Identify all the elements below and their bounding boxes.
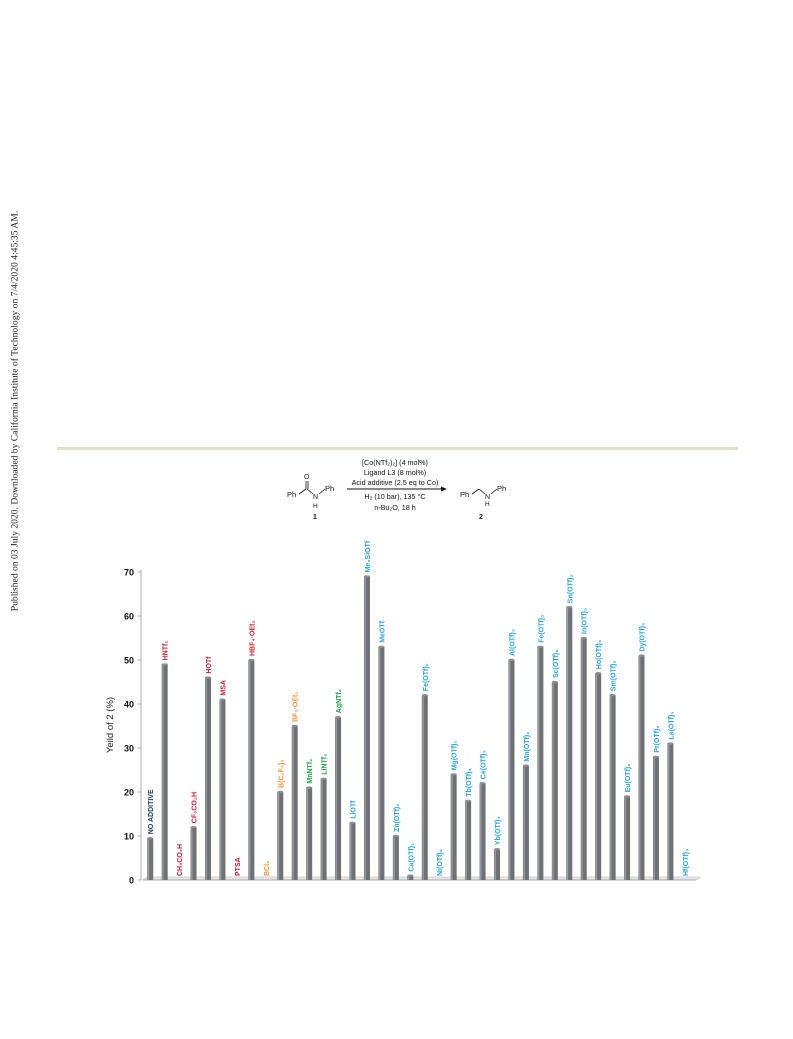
substrate-n: N [313, 494, 319, 501]
substrate-label: 1 [313, 514, 317, 521]
bar-highlight [495, 849, 496, 880]
y-tick-label: 40 [123, 699, 134, 710]
bar-label: Ce(OTf)₃ [480, 750, 488, 780]
bar-cap [147, 837, 153, 839]
bar-highlight [220, 700, 221, 880]
bar-highlight [668, 744, 669, 880]
bar-highlight [509, 660, 510, 880]
bar-cap [205, 676, 211, 678]
bar-highlight [336, 717, 337, 880]
bar-cap [465, 800, 471, 802]
y-tick-label: 70 [123, 567, 134, 578]
bar-highlight [596, 673, 597, 880]
bar-highlight [350, 823, 351, 880]
bar-label: Mn(OTf)₂ [523, 731, 531, 762]
bar-highlight [610, 695, 611, 880]
bar-cap [667, 742, 673, 744]
y-tick-label: 20 [123, 787, 134, 798]
y-tick-label: 30 [123, 743, 134, 754]
bar-cap [191, 826, 197, 828]
bar-cap [335, 716, 341, 718]
product-h: H [485, 501, 490, 508]
bar-label: Yb(OTf)₃ [495, 816, 503, 846]
bar-highlight [206, 678, 207, 880]
condition-ligand: Ligand L3 (8 mol%) [363, 468, 427, 477]
bar-label: Ca(OTf)₂ [408, 842, 416, 872]
bar-label: LiOTf [350, 800, 358, 819]
bar-highlight [480, 783, 481, 880]
bar-highlight [249, 660, 250, 880]
bar-label: Tb(OTf)₃ [466, 768, 474, 797]
bar-cap [451, 773, 457, 775]
bar-label: In(OTf)₃ [581, 607, 589, 634]
bar-highlight [639, 656, 640, 880]
bar-cap [350, 822, 356, 824]
bar-label: BF₃·OEt₂ [292, 691, 300, 722]
bar-label: MeOTf [379, 621, 387, 643]
product-ph-left: Ph [460, 490, 470, 499]
bar-label: Sm(OTf)₃ [610, 660, 618, 692]
bar-label: Eu(OTf)₃ [625, 763, 633, 793]
bar-label: Dy(OTf)₃ [639, 622, 647, 652]
bar-cap [537, 646, 543, 648]
bar-label: MSA [220, 680, 228, 696]
y-tick-label: 0 [128, 875, 134, 886]
condition-hydrogen: H₂ (10 bar), 135 °C [364, 492, 426, 501]
bar-label: Pr(OTf)₃ [653, 725, 661, 753]
bar-label: Ho(OTf)₃ [596, 639, 604, 670]
bar-highlight [321, 779, 322, 880]
bar-label: HBF₄·OEt₂ [249, 620, 257, 656]
condition-solvent: n-Bu₂O, 18 h [374, 503, 416, 512]
bar-cap [292, 725, 298, 727]
y-tick-label: 60 [123, 611, 134, 622]
bar-label: Sn(OTf)₂ [567, 574, 575, 604]
substrate-o: O [304, 474, 310, 481]
bar-cap [306, 786, 312, 788]
bar-highlight [524, 766, 525, 880]
bar-label: Mg(OTf)₂ [451, 740, 459, 771]
substrate-h: H [313, 503, 318, 510]
bar-cap [508, 659, 514, 661]
bar-cap [480, 782, 486, 784]
bar-cap [422, 694, 428, 696]
bar-cap [219, 698, 225, 700]
bar-highlight [654, 757, 655, 880]
bar-label: B(C₆F₅)₃ [278, 759, 286, 788]
bar-highlight [292, 726, 293, 880]
substrate-ph-left: Ph [287, 490, 297, 499]
bar-cap [321, 778, 327, 780]
product-ph-right: Ph [497, 484, 507, 493]
bar-highlight [451, 774, 452, 880]
bar-cap [523, 764, 529, 766]
y-axis [124, 568, 141, 886]
bar-highlight [552, 682, 553, 880]
bar-label: HNTf₂ [162, 640, 170, 661]
bar-labels [148, 540, 690, 876]
bar-series [147, 575, 676, 880]
bar-label: Sc(OTf)₃ [552, 649, 560, 678]
bar-highlight [148, 838, 149, 880]
bar-label: HOTf [206, 656, 214, 674]
bar-label: PTSA [234, 857, 242, 876]
bar-label: BCl₃ [263, 860, 271, 876]
bar-cap [552, 681, 558, 683]
bar-cap [494, 848, 500, 850]
bar-highlight [538, 647, 539, 880]
bar-highlight [581, 638, 582, 880]
bar-label: CH₃CO₂H [177, 843, 185, 876]
floor-plane [143, 877, 700, 880]
bar-label: CF₃CO₂H [191, 791, 199, 824]
bar-label: AgNTf₂ [336, 689, 344, 714]
y-tick-label: 10 [123, 831, 134, 842]
bar-cap [407, 874, 413, 876]
bar-label: Fe(OTf)₃ [538, 614, 546, 643]
bar-highlight [625, 796, 626, 880]
bar-highlight [191, 827, 192, 880]
bar-label: Hf(OTf)₄ [682, 848, 690, 876]
bar-label: LiNTf₂ [321, 753, 329, 775]
condition-catalyst: [Co(NTf₂)₂] (4 mol%) [362, 458, 428, 467]
bar-label: NO ADDITIVE [148, 789, 156, 835]
bar-highlight [422, 695, 423, 880]
bar-highlight [379, 647, 380, 880]
substrate-ph-right: Ph [325, 484, 335, 493]
bar-highlight [278, 792, 279, 880]
bar-cap [277, 791, 283, 793]
bar-cap [393, 835, 399, 837]
bar-highlight [393, 836, 394, 880]
condition-additive: Acid additive (2.5 eq to Co) [351, 478, 439, 487]
bar-cap [378, 646, 384, 648]
bar-label: La(OTf)₃ [668, 711, 676, 740]
bar-cap [639, 654, 645, 656]
bar-cap [581, 637, 587, 639]
bar-cap [595, 672, 601, 674]
bar-highlight [466, 801, 467, 880]
bar-label: Me₃SiOTf [364, 540, 372, 573]
bar-cap [248, 659, 254, 661]
bar-label: Al(OTf)₃ [509, 629, 517, 656]
bar-label: Zn(OTf)₂ [393, 803, 401, 832]
product-n: N [485, 494, 491, 501]
bar-cap [610, 694, 616, 696]
bar-label: Fe(OTf)₂ [422, 663, 430, 692]
bar-highlight [567, 607, 568, 880]
bar-label: MnNTf₂ [307, 758, 315, 784]
bar-label: Ni(OTf)₂ [437, 849, 445, 876]
bar-cap [653, 756, 659, 758]
bar-cap [566, 606, 572, 608]
side-note-text: Published on 03 July 2020. Downloaded by California Institute of Technology on 7/4/2020 4:45:35 AM. [9, 210, 21, 612]
chart-floor [143, 877, 700, 880]
product-label: 2 [479, 514, 483, 521]
bar-cap [162, 663, 168, 665]
y-axis-label: Yeild of 2 (%) [105, 696, 116, 754]
bar-highlight [365, 576, 366, 880]
y-tick-label: 50 [123, 655, 134, 666]
bar-cap [624, 795, 630, 797]
bar-cap [364, 575, 370, 577]
bar-highlight [307, 788, 308, 880]
bar-highlight [162, 664, 163, 880]
